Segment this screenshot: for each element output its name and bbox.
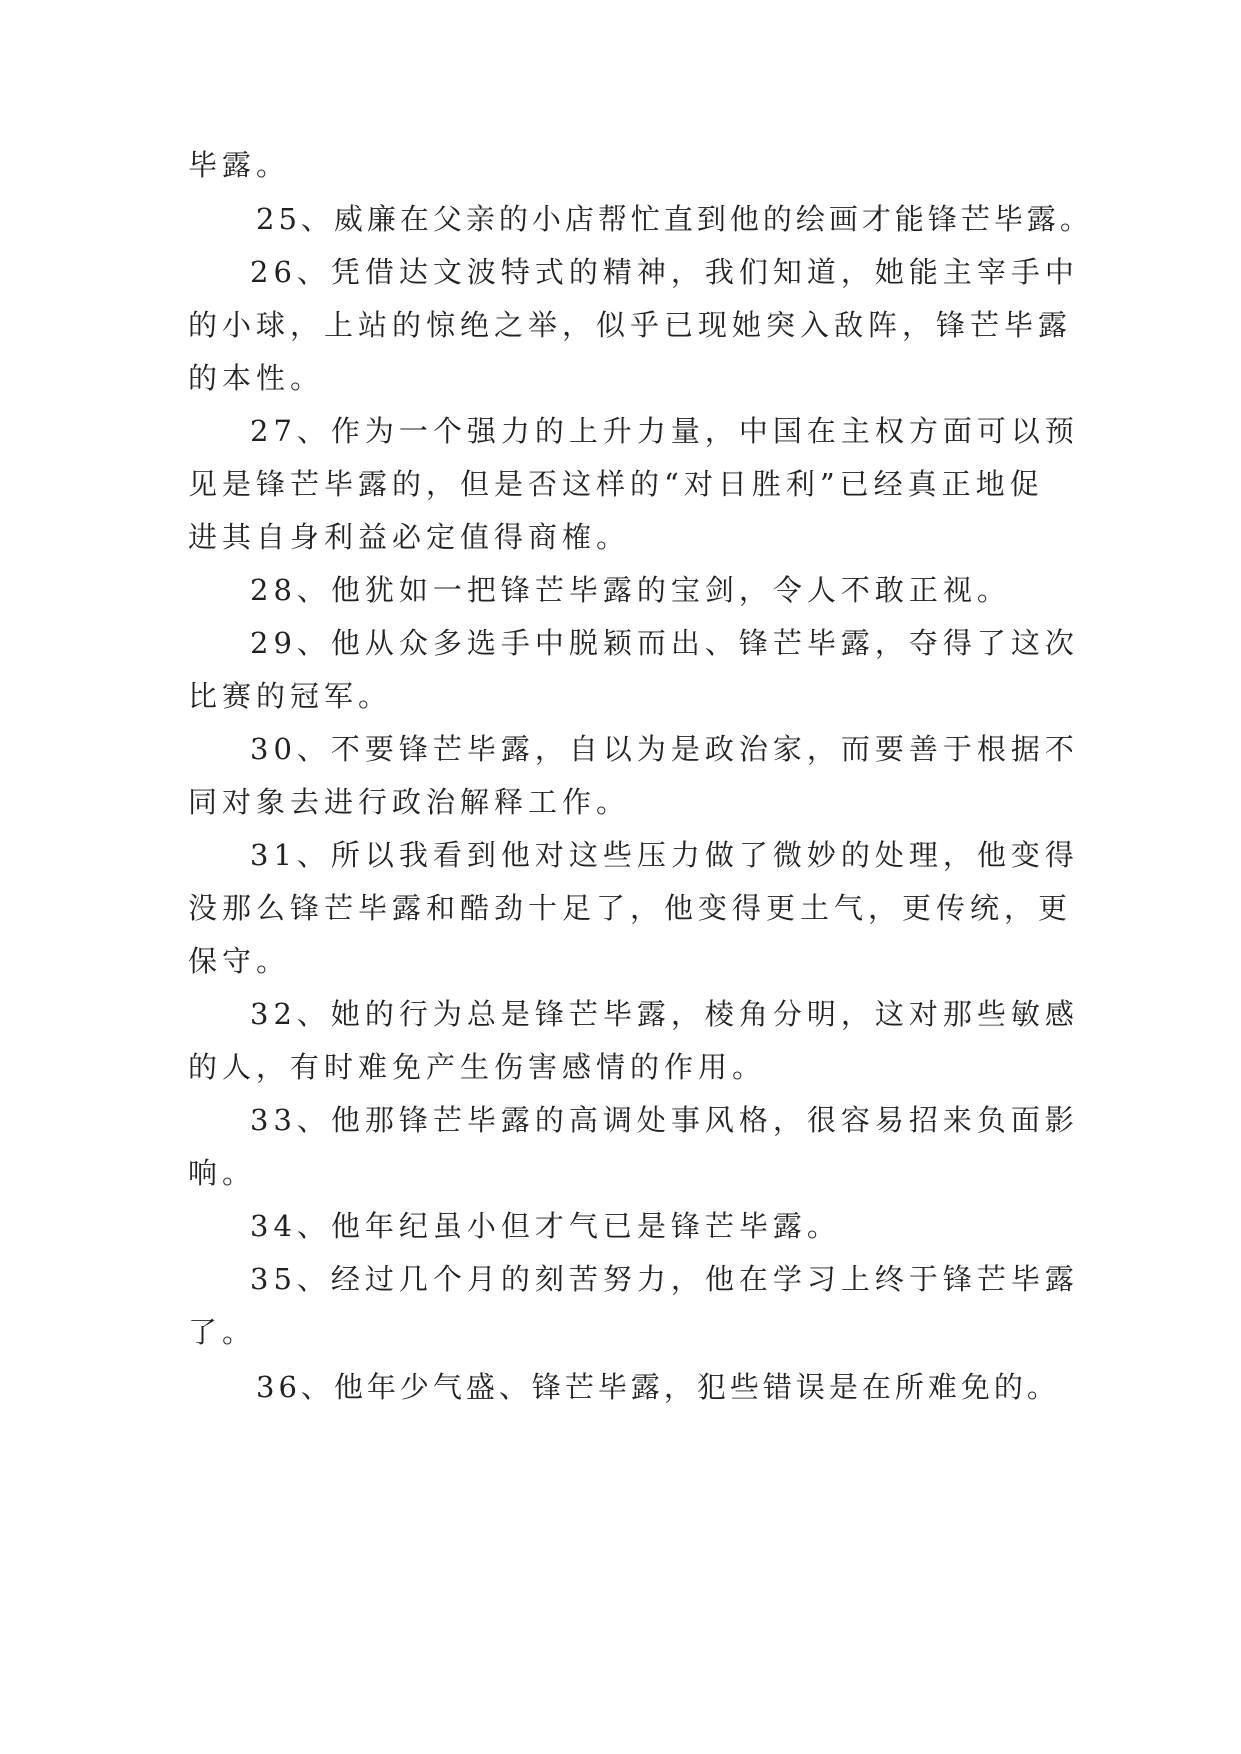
text-line: 的本性。 xyxy=(188,361,325,395)
text-line: 进其自身利益必定值得商榷。 xyxy=(188,520,631,554)
text-line: 同对象去进行政治解释工作。 xyxy=(188,785,631,819)
text-line: 没那么锋芒毕露和酷劲十足了，他变得更土气，更传统，更 xyxy=(188,891,1073,925)
text-line: 32、她的行为总是锋芒毕露，棱角分明，这对那些敏感 xyxy=(250,997,1079,1031)
text-line: 35、经过几个月的刻苦努力，他在学习上终于锋芒毕露 xyxy=(250,1262,1079,1296)
text-line: 的人，有时难免产生伤害感情的作用。 xyxy=(188,1050,767,1084)
text-line: 保守。 xyxy=(188,944,291,978)
text-line: 33、他那锋芒毕露的高调处事风格，很容易招来负面影 xyxy=(250,1103,1079,1137)
text-line: 36、他年少气盛、锋芒毕露，犯些错误是在所难免的。 xyxy=(256,1370,1060,1404)
text-line: 28、他犹如一把锋芒毕露的宝剑，令人不敢正视。 xyxy=(250,573,1011,607)
text-line: 29、他从众多选手中脱颖而出、锋芒毕露，夺得了这次 xyxy=(250,626,1079,660)
text-line: 30、不要锋芒毕露，自以为是政治家，而要善于根据不 xyxy=(250,732,1079,766)
text-line: 31、所以我看到他对这些压力做了微妙的处理，他变得 xyxy=(250,838,1079,872)
text-line: 见是锋芒毕露的，但是否这样的“对日胜利”已经真正地促 xyxy=(188,467,1044,501)
text-line: 的小球，上站的惊绝之举，似乎已现她突入敌阵，锋芒毕露 xyxy=(188,308,1073,342)
text-line: 25、威廉在父亲的小店帮忙直到他的绘画才能锋芒毕露。 xyxy=(256,202,1093,236)
text-line: 34、他年纪虽小但才气已是锋芒毕露。 xyxy=(250,1209,841,1243)
text-line: 响。 xyxy=(188,1156,257,1190)
text-line: 27、作为一个强力的上升力量，中国在主权方面可以预 xyxy=(250,414,1079,448)
text-line: 26、凭借达文波特式的精神，我们知道，她能主宰手中 xyxy=(250,255,1079,289)
text-line: 比赛的冠军。 xyxy=(188,679,393,713)
text-line: 毕露。 xyxy=(188,148,291,182)
text-line: 了。 xyxy=(188,1315,257,1349)
